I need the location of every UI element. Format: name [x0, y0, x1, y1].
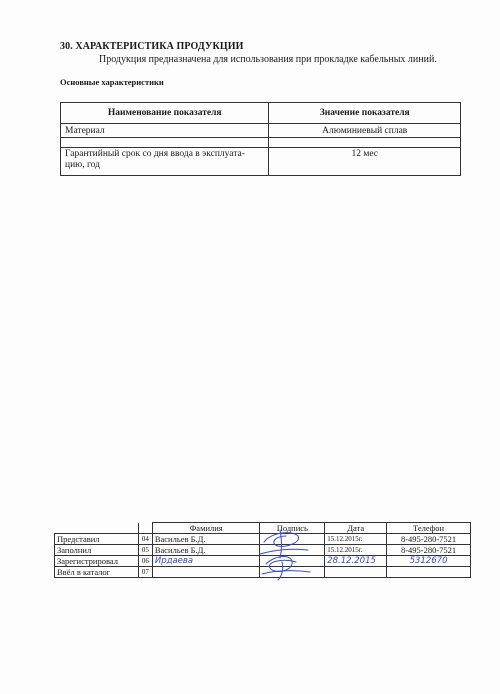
phone-handwritten: 5312670	[387, 556, 471, 567]
header-value: Значение показателя	[269, 103, 461, 124]
header-date: Дата	[325, 523, 387, 534]
surname: Васильев Б.Д.	[152, 534, 260, 545]
row-value: 12 мес	[269, 148, 461, 176]
role-label: Ввёл в каталог	[55, 567, 139, 578]
handwritten-signature	[252, 524, 322, 584]
table-row	[61, 124, 461, 138]
row-name	[61, 148, 269, 176]
spacer-cell	[61, 138, 269, 148]
characteristics-table	[60, 102, 461, 176]
phone: 8-495-280-7521	[387, 545, 471, 556]
surname-handwritten: Ирдаева	[152, 556, 260, 567]
role-code: 05	[138, 545, 152, 556]
phone	[387, 567, 471, 578]
role-code: 06	[138, 556, 152, 567]
date-handwritten: 28.12.2015	[325, 556, 387, 567]
date	[325, 567, 387, 578]
surname	[152, 567, 260, 578]
row-name-text: Гарантийный срок со дня ввода в эксплуата- цию, год	[65, 149, 245, 170]
role-label: Представил	[55, 534, 139, 545]
date: 15.12.2015г.	[325, 534, 387, 545]
role-label: Зарегистрировал	[55, 556, 139, 567]
characteristics-header-row	[61, 103, 461, 124]
surname: Васильев Б.Д.	[152, 545, 260, 556]
characteristics-subtitle: Основные характеристики	[60, 77, 164, 87]
row-name: Материал	[61, 124, 269, 138]
role-code: 04	[138, 534, 152, 545]
table-spacer-row	[61, 138, 461, 148]
blank-cell	[55, 523, 139, 534]
header-surname: Фамилия	[152, 523, 260, 534]
blank-cell	[138, 523, 152, 534]
header-signature: Подпись	[260, 523, 325, 534]
date: 15.12.2015г.	[325, 545, 387, 556]
section-description: Продукция предназначена для использования при прокладке кабельных линий.	[99, 54, 437, 65]
row-value: Алюминиевый сплав	[269, 124, 461, 138]
role-label: Заполнил	[55, 545, 139, 556]
phone: 8-495-280-7521	[387, 534, 471, 545]
header-name: Наименование показателя	[61, 103, 269, 124]
role-code: 07	[138, 567, 152, 578]
table-row	[61, 148, 461, 176]
header-phone: Телефон	[387, 523, 471, 534]
spacer-cell	[269, 138, 461, 148]
section-title: 30. ХАРАКТЕРИСТИКА ПРОДУКЦИИ	[60, 41, 244, 52]
